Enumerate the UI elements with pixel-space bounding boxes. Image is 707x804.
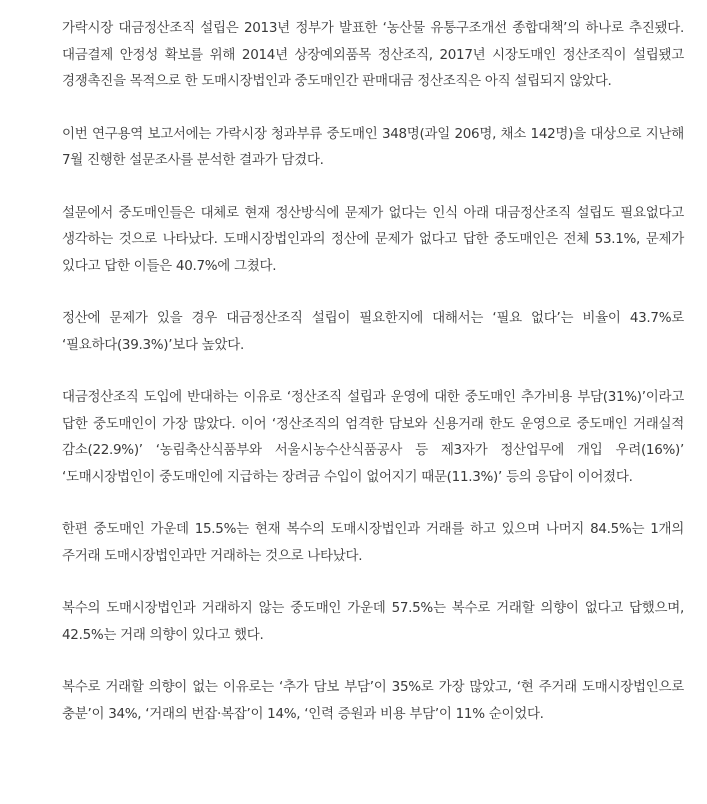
paragraph: 한편 중도매인 가운데 15.5%는 현재 복수의 도매시장법인과 거래를 하고 있으며 나머지 84.5%는 1개의 주거래 도매시장법인과만 거래하는 것으로 나타났다. bbox=[62, 521, 684, 564]
paragraph: 가락시장 대금정산조직 설립은 2013년 정부가 발표한 ‘농산물 유통구조개선 종합대책’의 하나로 추진됐다. 대금결제 안정성 확보를 위해 2014년 상장예외품목 정산조직, 2017년 시장도매인 정산조직이 설립됐고 경쟁촉진을 목적으로 한 도매시장법인과 중도매인간 판매대금 정산조직은 아직 설립되지 않았다. bbox=[62, 20, 684, 89]
paragraph: 정산에 문제가 있을 경우 대금정산조직 설립이 필요한지에 대해서는 ‘필요 없다’는 비율이 43.7%로 ‘필요하다(39.3%)’보다 높았다. bbox=[62, 310, 684, 353]
paragraph: 대금정산조직 도입에 반대하는 이유로 ‘정산조직 설립과 운영에 대한 중도매인 추가비용 부담(31%)’이라고 답한 중도매인이 가장 많았다. 이어 ‘정산조직의 엄격한 담보와 신용거래 한도 운영으로 중도매인 거래실적 감소(22.9%)’ ‘농림축산식품부와 서울시농수산식품공사 등 제3자가 정산업무에 개입 우려(16%)’ ‘도매시장법인이 중도매인에 지급하는 장려금 수입이 없어지기 때문(11.3%)’ 등의 응답이 이어졌다. bbox=[62, 389, 684, 485]
paragraph: 설문에서 중도매인들은 대체로 현재 정산방식에 문제가 없다는 인식 아래 대금정산조직 설립도 필요없다고 생각하는 것으로 나타났다. 도매시장법인과의 정산에 문제가 없다고 답한 중도매인은 전체 53.1%, 문제가 있다고 답한 이들은 40.7%에 그쳤다. bbox=[62, 204, 684, 274]
paragraph: 복수의 도매시장법인과 거래하지 않는 중도매인 가운데 57.5%는 복수로 거래할 의향이 없다고 답했으며, 42.5%는 거래 의향이 있다고 했다. bbox=[62, 600, 684, 643]
paragraph: 이번 연구용역 보고서에는 가락시장 청과부류 중도매인 348명(과일 206명, 채소 142명)을 대상으로 지난해 7월 진행한 설문조사를 분석한 결과가 담겼다. bbox=[62, 125, 684, 168]
article-body bbox=[62, 15, 684, 753]
paragraph: 복수로 거래할 의향이 없는 이유로는 ‘추가 담보 부담’이 35%로 가장 많았고, ‘현 주거래 도매시장법인으로 충분’이 34%, ‘거래의 번잡·복잡’이 14%, ‘인력 증원과 비용 부담’이 11% 순이었다. bbox=[62, 679, 684, 722]
